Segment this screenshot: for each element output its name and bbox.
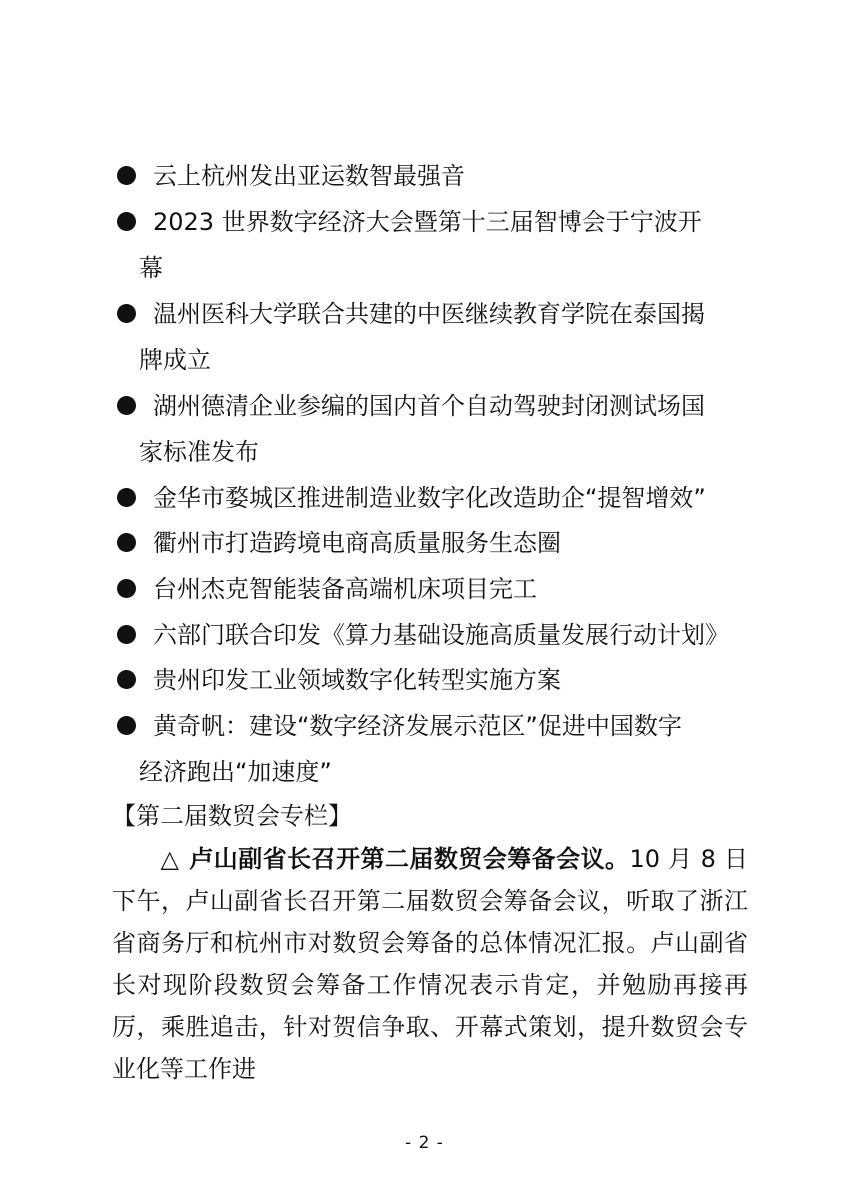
bullet-text: 衢州市打造跨境电商高质量服务生态圈: [153, 529, 561, 557]
bullet-text: 金华市婺城区推进制造业数字化改造助企“提智增效”: [153, 484, 706, 512]
bullet-text: 湖州德清企业参编的国内首个自动驾驶封闭测试场国: [153, 392, 705, 420]
bullet-text: 温州医科大学联合共建的中医继续教育学院在泰国揭: [153, 300, 705, 328]
bullet-text-continued: 家标准发布: [139, 438, 259, 466]
bullet-item: [117, 153, 747, 199]
section-title: 【第二届数贸会专栏】: [112, 802, 352, 830]
bullet-dot-icon: [117, 579, 136, 598]
bullet-text: 贵州印发工业领域数字化转型实施方案: [153, 666, 561, 694]
bullet-item: [117, 657, 747, 703]
bullet-item: [117, 291, 747, 383]
bullet-item: [117, 383, 747, 475]
bullet-dot-icon: [117, 396, 136, 415]
bullet-item: [117, 612, 747, 658]
bullet-text: 2023 世界数字经济大会暨第十三届智博会于宁波开: [153, 208, 702, 236]
bullet-dot-icon: [117, 166, 136, 185]
bullet-text: 六部门联合印发《算力基础设施高质量发展行动计划》: [153, 621, 729, 649]
bullet-text-continued: 幕: [139, 254, 163, 282]
bullet-dot-icon: [117, 304, 136, 323]
bullet-dot-icon: [117, 670, 136, 689]
bullet-dot-icon: [117, 212, 136, 231]
bullet-item: [117, 199, 747, 291]
bullet-item: [117, 475, 747, 521]
bullet-text-continued: 牌成立: [139, 346, 211, 374]
bullet-item: [117, 566, 747, 612]
page-number: - 2 -: [405, 1133, 444, 1153]
bullet-dot-icon: [117, 625, 136, 644]
bullet-dot-icon: [117, 488, 136, 507]
bullet-text: 云上杭州发出亚运数智最强音: [153, 162, 465, 190]
bullet-dot-icon: [117, 533, 136, 552]
paragraph-headline: 卢山副省长召开第二届数贸会筹备会议。: [189, 845, 630, 873]
bullet-dot-icon: [117, 716, 136, 735]
triangle-marker: △: [160, 845, 180, 873]
bullet-item: [117, 703, 747, 795]
bullet-item: [117, 520, 747, 566]
bullet-text-continued: 经济跑出“加速度”: [139, 758, 332, 786]
bullet-text: 台州杰克智能装备高端机床项目完工: [153, 575, 537, 603]
news-paragraph: [112, 838, 748, 1090]
paragraph-body: 10 月 8 日下午，卢山副省长召开第二届数贸会筹备会议，听取了浙江省商务厅和杭州市对数贸会筹备的总体情况汇报。卢山副省长对现阶段数贸会筹备工作情况表示肯定，并勉励再接再厉，乘胜追击，针对贺信争取、开幕式策划，提升数贸会专业化等工作进: [112, 845, 748, 1083]
bullet-text: 黄奇帆：建设“数字经济发展示范区”促进中国数字: [153, 712, 682, 740]
